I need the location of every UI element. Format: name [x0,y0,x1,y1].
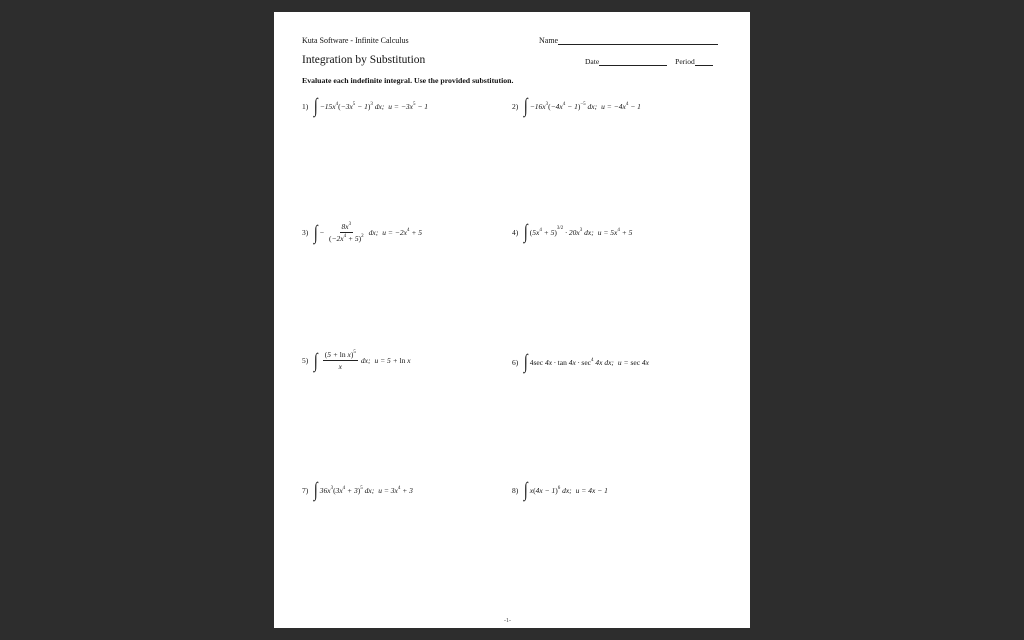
integral-sign: ∫ [524,95,528,117]
problem-expression: 4sec $4x \cdot \tan 4x \cdot \sec^4 4x$ dx; u = sec 4x [529,357,650,367]
problem-7 [302,480,413,500]
date-period-field [585,57,713,66]
problem-6 [512,352,649,372]
problem-number: 7) [302,485,309,495]
period-line [695,57,713,66]
integral-sign: ∫ [524,221,528,243]
problem-fraction: $\frac{8x^3}{(-2x^4 + 5)^2}$ [328,222,364,243]
problem-8 [512,480,608,500]
problem-expression: $36x^3(3x^4 + 3)^5$ dx; $u = 3x^4 + 3$ [319,485,413,495]
integral-sign: ∫ [524,479,528,501]
problem-expression: $-15x^4(-3x^5 - 1)^3$ dx; $u = -3x^5 - 1$ [319,101,429,111]
worksheet-page [274,12,750,628]
problem-4 [512,222,632,242]
problem-expression: $(5x^4 + 5)^{3/2} \cdot 20x^3$ dx; $u = 5x^4 + 5$ [529,225,633,237]
problem-expression: $-16x^3(-4x^4 - 1)^{-5}$ dx; $u = -4x^4 - 1$ [529,101,641,111]
integral-sign: ∫ [314,479,318,501]
problem-number: 2) [512,101,519,111]
problem-number: 6) [512,357,519,367]
name-field [539,36,718,45]
integral-sign: ∫ [314,221,318,244]
problem-number: 3) [302,228,309,237]
instructions: Evaluate each indefinite integral. Use the provided substitution. [302,76,514,85]
integral-sign: ∫ [314,95,318,117]
problem-expression: $x(4x - 1)^6$ dx; u = 4x − 1 [529,485,608,495]
problem-number: 8) [512,485,519,495]
problem-expression: dx; $u = -2x^4 + 5$ [368,228,423,237]
worksheet-title: Integration by Substitution [302,54,426,66]
period-label: Period [675,57,695,66]
problem-number: 5) [302,356,309,365]
integral-sign: ∫ [524,351,528,373]
publisher-label: Kuta Software - Infinite Calculus [302,36,409,45]
problem-expression: dx; u = 5 + ln x [360,356,411,365]
date-label: Date [585,57,600,66]
problem-1 [302,96,428,116]
integral-sign: ∫ [314,349,318,372]
page-number: -1- [504,618,511,624]
problem-fraction: $\frac{(5 + \ln x)^5}{x}$ [324,350,356,371]
problem-5 [302,350,411,371]
problem-2 [512,96,641,116]
problem-3: 3) ∫ − $\frac{8x^3}{(-2x^4 + 5)^2}$ dx; $u = -2x^4 + 5$ [302,221,423,244]
name-line [558,36,718,45]
problem-number: 4) [512,227,519,237]
problem-number: 1) [302,101,309,111]
date-line [599,57,667,66]
name-label: Name [539,36,559,45]
